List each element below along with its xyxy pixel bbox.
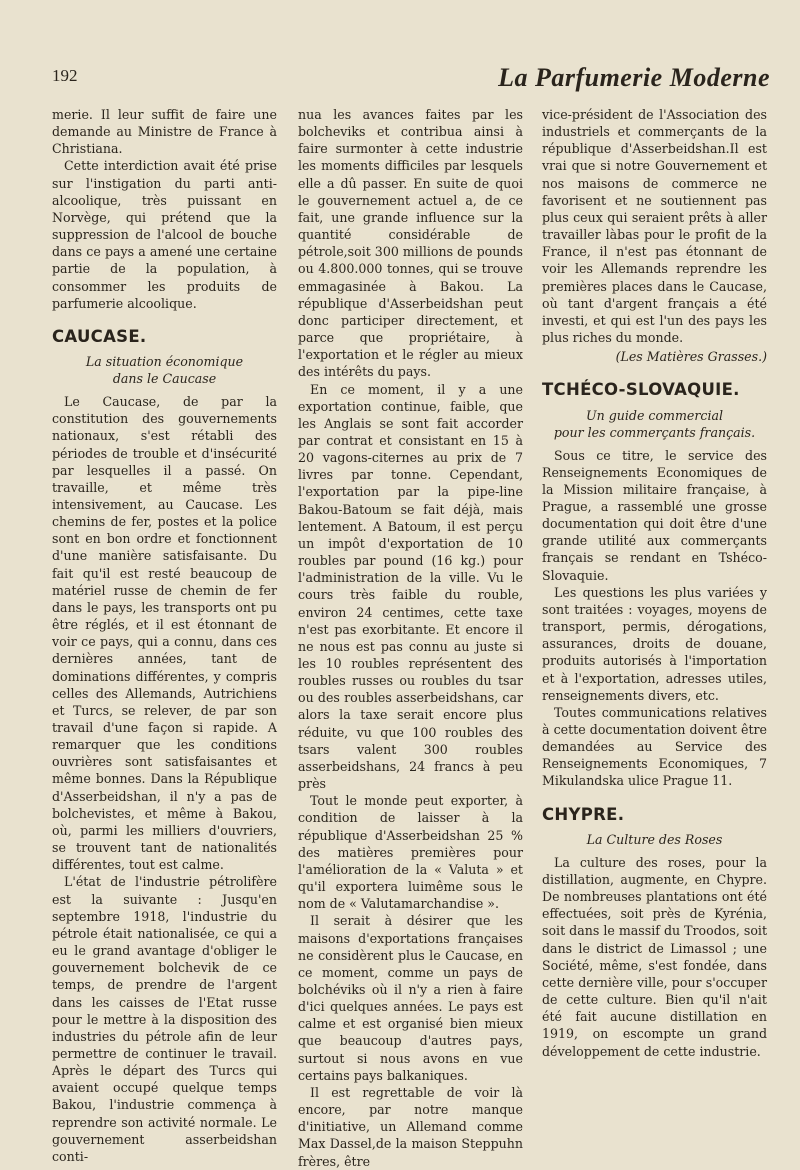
paragraph: Il est regrettable de voir là encore, par notre manque d'initiative, un Allemand comme Max Dassel,de la maison Steppuhn frères, être (298, 1084, 523, 1169)
paragraph: vice-président de l'Association des industriels et commerçants de la république d'Asserbeidshan.Il est vrai que si notre Gouvernement et nos maisons de commerce ne favorisent et ne soutiennent pas plus ceux qui seraient prêts à aller travailler làbas pour le profit de la France, il n'est pas étonnant de voir les Allemands reprendre les premières places dans le Caucase, où tant d'argent français a été investi, et qui est l'un des pays les plus riches du monde. (542, 107, 767, 346)
paragraph: nua les avances faites par les bolcheviks et contribua ainsi à faire surmonter à cette industrie les moments difficiles par lesquels elle a dû passer. En suite de quoi le gouvernement actuel a, de ce fait, une grande influence sur la quantité considérable de pétrole,soit 300 millions de pounds ou 4.800.000 tonnes, qui se trouve emmagasinée à Bakou. La république d'Asserbeidshan peut donc participer directement, et parce que propriétaire, à l'exportation et le régler au mieux des intérêts du pays. (298, 107, 523, 380)
paragraph: La culture des roses, pour la distillation, augmente, en Chypre. De nombreuses plantations ont été effectuées, soit près de Kyrénia, soit dans le massif du Troodos, soit dans le district de Limassol ; une Société, même, s'est fondée, dans cette dernière ville, pour s'occuper de cette culture. Bien qu'il n'ait été fait aucune distillation en 1919, on escompte un grand développement de cette industrie. (542, 854, 767, 1059)
section-subtitle (542, 407, 767, 441)
paragraph: En ce moment, il y a une exportation continue, faible, que les Anglais se sont fait accorder par contrat et consistant en 15 à 20 vagons-citernes au prix de 7 livres par tonne. Cependant, l'exportation par la pipe-line Bakou-Batoum se fait déjà, mais lentement. A Batoum, il est perçu un impôt d'exportation de 10 roubles par pound (16 kg.) pour l'administration de la ville. Vu le cours très faible du rouble, environ 24 centimes, cette taxe n'est pas exorbitante. Et encore il ne nous est pas connu au juste si les 10 roubles représentent des roubles russes ou roubles du tsar ou des roubles asserbeidshans, car alors la taxe serait encore plus réduite, vu que 100 roubles des tsars valent 300 roubles asserbeidshans, 24 francs à peu près (298, 381, 523, 792)
section-subtitle: La Culture des Roses (586, 831, 723, 847)
paragraph: Toutes communications relatives à cette documentation doivent être demandées au Service des Renseignements Economiques, 7 Mikulandska ulice Prague 11. (542, 704, 767, 789)
paragraph: Il serait à désirer que les maisons d'exportations françaises ne considèrent plus le Caucase, en ce moment, comme un pays de bolchéviks où il n'y a rien à faire d'ici quelques années. Le pays est calme et est organisé bien mieux que beaucoup d'autres pays, surtout si nous avons en vue certains pays balkaniques. (298, 913, 523, 1083)
paragraph: Sous ce titre, le service des Renseignements Economiques de la Mission militaire française, à Prague, a rassemblé une grosse documentation qui doit être d'une grande utilité aux commerçants français se rendant en Tshéco-Slovaquie. (542, 447, 767, 583)
source-credit: (Les Matières Grasses.) (615, 349, 767, 365)
column-2 (298, 106, 523, 1170)
column-3 (542, 106, 767, 1060)
section-heading-chypre: CHYPRE. (542, 804, 625, 824)
paragraph: Cette interdiction avait été prise sur l'instigation du parti anti-alcoolique, très puissant en Norvège, qui prétend que la suppression de l'alcool de bouche dans ce pays a amené une certaine partie de la population, à consommer les produits de parfumerie alcoolique. (52, 158, 277, 311)
page-number: 192 (52, 66, 78, 85)
paragraph: Tout le monde peut exporter, à condition de laisser à la république d'Asserbeidshan 25 % des matières premières pour l'amélioration de la « Valuta » et qu'il exportera luimême sous le nom de « Valutamarchandise ». (298, 793, 523, 912)
paragraph: merie. Il leur suffit de faire une demande au Ministre de France à Christiana. (52, 107, 277, 157)
journal-title: La Parfumerie Moderne (498, 63, 770, 92)
section-heading-caucase: CAUCASE. (52, 326, 147, 346)
section-heading-tcheco-slovaquie: TCHÉCO-SLOVAQUIE. (542, 380, 740, 400)
subtitle-line: dans le Caucase (112, 371, 217, 387)
paragraph: Le Caucase, de par la constitution des gouvernements nationaux, s'est rétabli des périodes de trouble et d'insécurité par lesquelles il a passé. On travaille, et même très intensivement, au Caucase. Les chemins de fer, postes et la police sont en bon ordre et fonctionnent d'une manière satisfaisante. Du fait qu'il est resté beaucoup de matériel russe de chemin de fer dans le pays, les transports ont pu être réglés, et il est étonnant de voir ce pays, qui a connu, dans ces dernières années, tant de dominations différentes, y compris celles des Allemands, Autrichiens et Turcs, se relever, de par son travail d'une façon si rapide. A remarquer que les conditions ouvrières sont satisfaisantes et même bonnes. Dans la République d'Asserbeidshan, il n'y a pas de bolchevistes, et même à Bakou, où, parmi les milliers d'ouvriers, se trouvent tant de nationalités différentes, tout est calme. (52, 394, 277, 873)
column-1 (52, 106, 277, 1165)
section-subtitle (52, 353, 277, 387)
paragraph: L'état de l'industrie pétrolifère est la suivante : Jusqu'en septembre 1918, l'industrie du pétrole était nationalisée, ce qui a eu le grand avantage d'obliger le gouvernement bolchevik de ce temps, de prendre de l'argent dans les caisses de l'Etat russe pour le mettre à la disposition des industries du pétrole afin de leur permettre de continuer le travail. Après le départ des Turcs qui avaient occupé quelque temps Bakou, l'industrie commença à reprendre son activité normale. Le gouvernement asserbeidshan conti- (52, 874, 277, 1164)
subtitle-line: pour les commerçants français. (553, 424, 756, 440)
subtitle-line: La situation économique (85, 354, 244, 370)
paragraph: Les questions les plus variées y sont traitées : voyages, moyens de transport, permis, dérogations, assurances, droits de douane, produits autorisés à l'importation et à l'exportation, adresses utiles, renseignements divers, etc. (542, 584, 767, 703)
subtitle-line: Un guide commercial (585, 407, 724, 423)
